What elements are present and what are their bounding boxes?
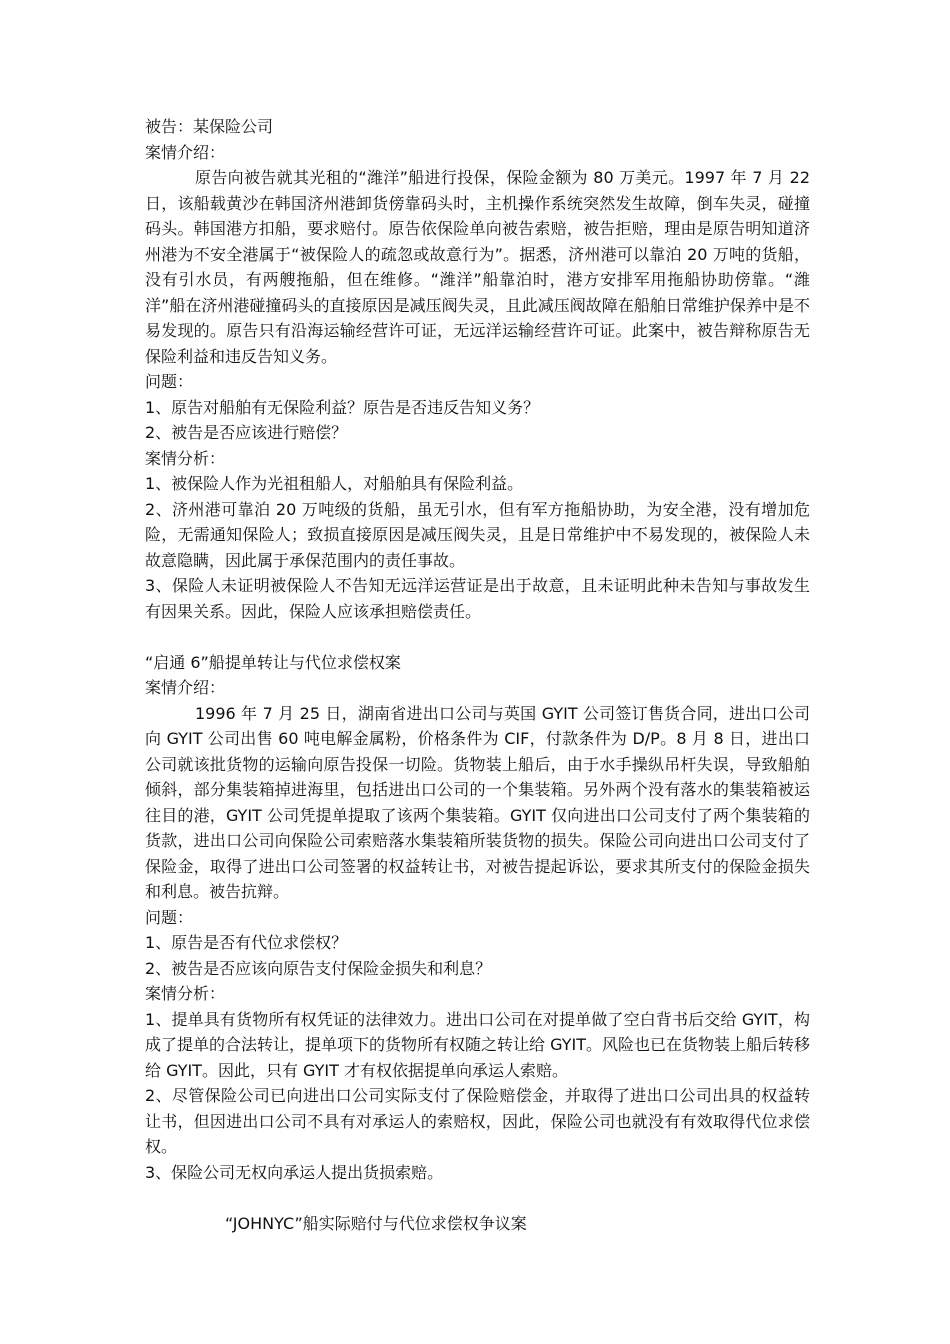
defendant-line: 被告：某保险公司 <box>145 117 274 136</box>
analysis-label: 案情分析： <box>145 984 226 1003</box>
document-page <box>145 114 810 1236</box>
questions-label: 问题： <box>145 372 194 391</box>
question-item: 2、被告是否应该进行赔偿？ <box>145 423 348 442</box>
analysis-item: 3、保险人未证明被保险人不告知无远洋运营证是出于故意，且未证明此种未告知与事故发生有因果关系。因此，保险人应该承担赔偿责任。 <box>145 576 810 621</box>
case-title: “JOHNYC”船实际赔付与代位求偿权争议案 <box>225 1213 527 1233</box>
question-item: 1、原告是否有代位求偿权？ <box>145 933 348 952</box>
case-intro-label: 案情介绍： <box>145 678 226 697</box>
section-gap <box>145 624 810 650</box>
section-gap <box>145 1185 810 1211</box>
question-item: 1、原告对船舶有无保险利益？原告是否违反告知义务？ <box>145 397 540 417</box>
case-intro-paragraph: 原告向被告就其光租的“潍洋”船进行投保，保险金额为 80 万美元。1997 年 7 月 22 日，该船载黄沙在韩国济州港卸货傍靠码头时，主机操作系统突然发生故障，倒车失灵，碰撞码头。韩国港方扣船，要求赔付。原告依保险单向被告索赔，被告拒赔，理由是原告明知道济州港为不安全港属于“被保险人的疏忽或故意行为”。据悉，济州港可以靠泊 20 万吨的货船，没有引水员，有两艘拖船，但在维修。“潍洋”船靠泊时，港方安排军用拖船协助傍靠。“潍洋”船在济州港碰撞码头的直接原因是减压阀失灵，且此减压阀故障在船舶日常维护保养中是不易发现的。原告只有沿海运输经营许可证，无远洋运输经营许可证。此案中，被告辩称原告无保险利益和违反告知义务。 <box>145 168 810 366</box>
question-item: 2、被告是否应该向原告支付保险金损失和利息？ <box>145 958 492 978</box>
questions-label: 问题： <box>145 907 194 927</box>
analysis-label: 案情分析： <box>145 448 226 468</box>
analysis-item: 1、被保险人作为光祖租船人，对船舶具有保险利益。 <box>145 474 524 493</box>
case-intro-paragraph: 1996 年 7 月 25 日，湖南省进出口公司与英国 GYIT 公司签订售货合同，进出口公司向 GYIT 公司出售 60 吨电解金属粉，价格条件为 CIF，付款条件为 D/P。8 月 8 日，进出口公司就该批货物的运输向原告投保一切险。货物装上船后，由于水手操纵吊杆失误，导致船舶倾斜，部分集装箱掉进海里，包括进出口公司的一个集装箱。另外两个没有落水的集装箱被运往目的港，GYIT 公司凭提单提取了该两个集装箱。GYIT 仅向进出口公司支付了两个集装箱的货款，进出口公司向保险公司索赔落水集装箱所装货物的损失。保险公司向进出口公司支付了保险金，取得了进出口公司签署的权益转让书，对被告提起诉讼，要求其所支付的保险金损失和利息。被告抗辩。 <box>145 703 810 901</box>
case-title: “启通 6”船提单转让与代位求偿权案 <box>145 652 401 672</box>
analysis-item: 1、提单具有货物所有权凭证的法律效力。进出口公司在对提单做了空白背书后交给 GYIT，构成了提单的合法转让，提单项下的货物所有权随之转让给 GYIT。风险也已在货物装上船后转移给 GYIT。因此，只有 GYIT 才有权依据提单向承运人索赔。 <box>145 1009 810 1080</box>
analysis-item: 2、济州港可靠泊 20 万吨级的货船，虽无引水，但有军方拖船协助，为安全港，没有增加危险，无需通知保险人；致损直接原因是减压阀失灵，且是日常维护中不易发现的，被保险人未故意隐瞒，因此属于承保范围内的责任事故。 <box>145 499 810 570</box>
case-intro-label: 案情介绍： <box>145 142 226 162</box>
analysis-item: 2、尽管保险公司已向进出口公司实际支付了保险赔偿金，并取得了进出口公司出具的权益转让书，但因进出口公司不具有对承运人的索赔权，因此，保险公司也就没有有效取得代位求偿权。 <box>145 1086 810 1156</box>
analysis-item: 3、保险公司无权向承运人提出货损索赔。 <box>145 1162 444 1182</box>
